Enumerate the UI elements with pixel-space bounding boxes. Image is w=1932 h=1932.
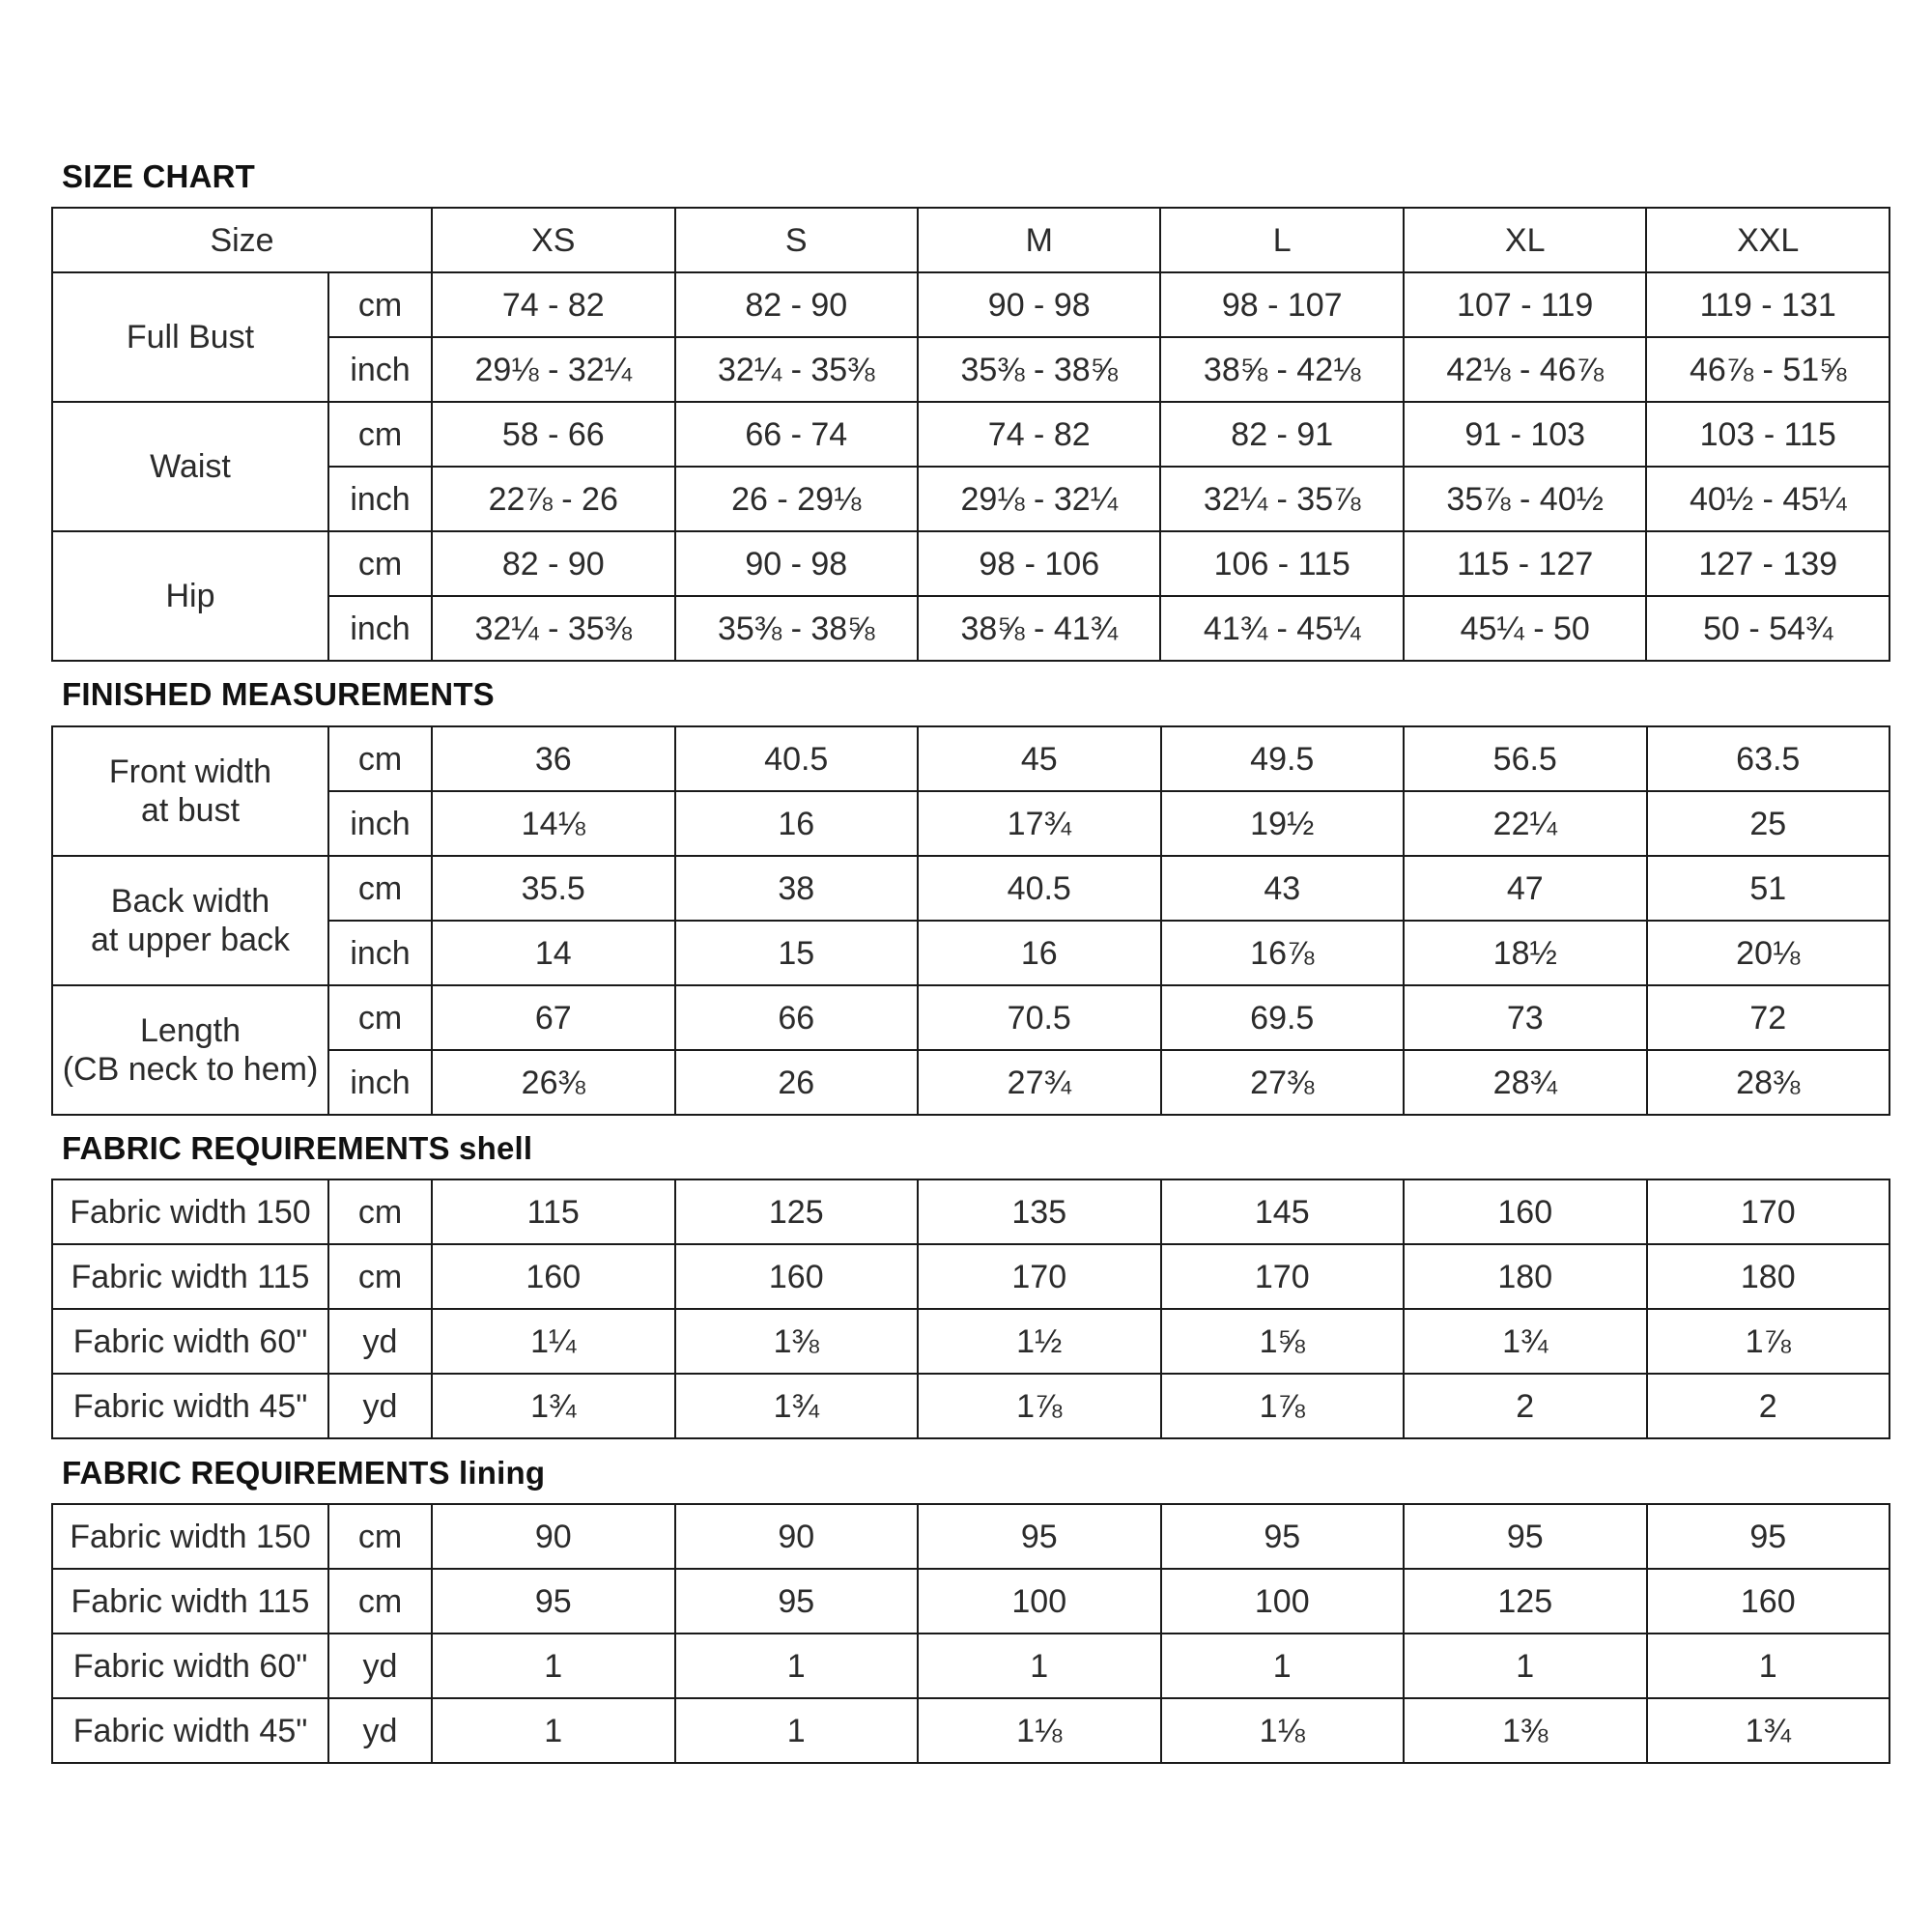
finished-measurements-title-text: FINISHED MEASUREMENTS — [62, 676, 495, 712]
value-cell: 98 - 106 — [918, 531, 1160, 596]
fabric-lining-table — [51, 1503, 1890, 1764]
value-cell: 14⅛ — [432, 791, 675, 856]
value-cell: 27¾ — [918, 1050, 1161, 1115]
value-cell: 29⅛ - 32¼ — [432, 337, 674, 402]
value-cell: 1⅜ — [675, 1309, 919, 1374]
value-cell: 16⅞ — [1161, 921, 1405, 985]
value-cell: 66 - 74 — [675, 402, 918, 467]
value-cell: 17¾ — [918, 791, 1161, 856]
size-header-cell: M — [918, 208, 1160, 272]
fabric-width-label: Fabric width 150 — [52, 1504, 328, 1569]
size-header-cell: XXL — [1646, 208, 1889, 272]
value-cell: 125 — [675, 1179, 919, 1244]
value-cell: 95 — [918, 1504, 1161, 1569]
value-cell: 47 — [1404, 856, 1647, 921]
value-cell: 90 - 98 — [675, 531, 918, 596]
value-cell: 160 — [675, 1244, 919, 1309]
value-cell: 20⅛ — [1647, 921, 1890, 985]
unit-cell: inch — [328, 337, 432, 402]
value-cell: 95 — [432, 1569, 675, 1634]
value-cell: 29⅛ - 32¼ — [918, 467, 1160, 531]
measurement-label-line: (CB neck to hem) — [62, 1051, 319, 1088]
unit-cell: cm — [328, 1569, 432, 1634]
unit-cell: cm — [328, 1244, 432, 1309]
table-row — [52, 856, 1889, 921]
value-cell: 74 - 82 — [918, 402, 1160, 467]
measurement-label: Full Bust — [52, 272, 328, 402]
unit-cell: cm — [328, 1179, 432, 1244]
value-cell: 1¾ — [1647, 1698, 1890, 1763]
value-cell: 1⅛ — [1161, 1698, 1405, 1763]
fabric-shell-title-text: FABRIC REQUIREMENTS — [62, 1130, 450, 1166]
value-cell: 2 — [1647, 1374, 1890, 1438]
value-cell: 127 - 139 — [1646, 531, 1889, 596]
value-cell: 43 — [1161, 856, 1405, 921]
value-cell: 1 — [918, 1634, 1161, 1698]
value-cell: 51 — [1647, 856, 1890, 921]
value-cell: 103 - 115 — [1646, 402, 1889, 467]
table-row — [52, 921, 1889, 985]
value-cell: 1¾ — [432, 1374, 675, 1438]
value-cell: 90 — [432, 1504, 675, 1569]
table-row — [52, 1244, 1889, 1309]
unit-cell: inch — [328, 467, 432, 531]
value-cell: 38⅝ - 42⅛ — [1160, 337, 1403, 402]
value-cell: 98 - 107 — [1160, 272, 1403, 337]
fabric-shell-title-suffix: shell — [459, 1130, 533, 1166]
value-cell: 1¾ — [675, 1374, 919, 1438]
value-cell: 106 - 115 — [1160, 531, 1403, 596]
value-cell: 56.5 — [1404, 726, 1647, 791]
value-cell: 26 — [675, 1050, 919, 1115]
table-row — [52, 726, 1889, 791]
fabric-width-label: Fabric width 45" — [52, 1374, 328, 1438]
value-cell: 38⅝ - 41¾ — [918, 596, 1160, 661]
value-cell: 1⅞ — [1161, 1374, 1405, 1438]
unit-cell: yd — [328, 1309, 432, 1374]
unit-cell: cm — [328, 1504, 432, 1569]
value-cell: 82 - 90 — [675, 272, 918, 337]
size-chart-table — [51, 207, 1890, 662]
table-row — [52, 402, 1889, 467]
value-cell: 135 — [918, 1179, 1161, 1244]
value-cell: 40.5 — [918, 856, 1161, 921]
value-cell: 16 — [675, 791, 919, 856]
value-cell: 170 — [1647, 1179, 1890, 1244]
value-cell: 82 - 91 — [1160, 402, 1403, 467]
value-cell: 45 — [918, 726, 1161, 791]
value-cell: 32¼ - 35⅜ — [675, 337, 918, 402]
size-header-label: Size — [52, 208, 432, 272]
table-row — [52, 1309, 1889, 1374]
value-cell: 125 — [1404, 1569, 1647, 1634]
unit-cell: cm — [328, 531, 432, 596]
value-cell: 1 — [432, 1698, 675, 1763]
value-cell: 1 — [675, 1698, 919, 1763]
fabric-lining-title-suffix: lining — [459, 1455, 546, 1491]
table-row — [52, 1569, 1889, 1634]
value-cell: 32¼ - 35⅞ — [1160, 467, 1403, 531]
unit-cell: yd — [328, 1374, 432, 1438]
unit-cell: inch — [328, 596, 432, 661]
value-cell: 1⅞ — [1647, 1309, 1890, 1374]
value-cell: 1 — [675, 1634, 919, 1698]
value-cell: 28⅜ — [1647, 1050, 1890, 1115]
measurement-label — [52, 726, 328, 856]
value-cell: 74 - 82 — [432, 272, 674, 337]
fabric-width-label: Fabric width 60" — [52, 1309, 328, 1374]
table-row — [52, 1050, 1889, 1115]
table-row — [52, 337, 1889, 402]
fabric-width-label: Fabric width 60" — [52, 1634, 328, 1698]
value-cell: 26⅜ — [432, 1050, 675, 1115]
fabric-width-label: Fabric width 45" — [52, 1698, 328, 1763]
table-row — [52, 1698, 1889, 1763]
value-cell: 180 — [1647, 1244, 1890, 1309]
unit-cell: cm — [328, 272, 432, 337]
value-cell: 1¾ — [1404, 1309, 1647, 1374]
value-cell: 1⅜ — [1404, 1698, 1647, 1763]
value-cell: 1¼ — [432, 1309, 675, 1374]
value-cell: 45¼ - 50 — [1404, 596, 1646, 661]
unit-cell: cm — [328, 856, 432, 921]
measurement-label: Waist — [52, 402, 328, 531]
table-row — [52, 467, 1889, 531]
value-cell: 18½ — [1404, 921, 1647, 985]
unit-cell: cm — [328, 402, 432, 467]
table-row — [52, 1374, 1889, 1438]
value-cell: 25 — [1647, 791, 1890, 856]
value-cell: 15 — [675, 921, 919, 985]
value-cell: 40.5 — [675, 726, 919, 791]
value-cell: 1⅛ — [918, 1698, 1161, 1763]
value-cell: 1 — [1647, 1634, 1890, 1698]
value-cell: 180 — [1404, 1244, 1647, 1309]
value-cell: 36 — [432, 726, 675, 791]
value-cell: 16 — [918, 921, 1161, 985]
value-cell: 1 — [1404, 1634, 1647, 1698]
unit-cell: inch — [328, 921, 432, 985]
measurement-label — [52, 985, 328, 1115]
table-row — [52, 596, 1889, 661]
value-cell: 35⅜ - 38⅝ — [675, 596, 918, 661]
finished-measurements-title — [62, 678, 495, 710]
measurement-label-line: Front width — [108, 753, 272, 790]
value-cell: 95 — [1404, 1504, 1647, 1569]
table-row — [52, 531, 1889, 596]
value-cell: 46⅞ - 51⅝ — [1646, 337, 1889, 402]
value-cell: 1 — [1161, 1634, 1405, 1698]
value-cell: 41¾ - 45¼ — [1160, 596, 1403, 661]
value-cell: 95 — [675, 1569, 919, 1634]
value-cell: 70.5 — [918, 985, 1161, 1050]
measurement-label-line: Length — [140, 1012, 241, 1049]
value-cell: 91 - 103 — [1404, 402, 1646, 467]
value-cell: 14 — [432, 921, 675, 985]
measurement-label-line: at upper back — [90, 922, 291, 958]
value-cell: 27⅜ — [1161, 1050, 1405, 1115]
size-header-row — [52, 208, 1889, 272]
size-header-cell: L — [1160, 208, 1403, 272]
value-cell: 115 — [432, 1179, 675, 1244]
value-cell: 40½ - 45¼ — [1646, 467, 1889, 531]
finished-measurements-table — [51, 725, 1890, 1116]
table-row — [52, 1504, 1889, 1569]
value-cell: 1⅞ — [918, 1374, 1161, 1438]
value-cell: 26 - 29⅛ — [675, 467, 918, 531]
value-cell: 119 - 131 — [1646, 272, 1889, 337]
measurement-label-line: Back width — [110, 883, 270, 920]
unit-cell: cm — [328, 985, 432, 1050]
value-cell: 160 — [432, 1244, 675, 1309]
value-cell: 35⅜ - 38⅝ — [918, 337, 1160, 402]
value-cell: 42⅛ - 46⅞ — [1404, 337, 1646, 402]
value-cell: 170 — [1161, 1244, 1405, 1309]
unit-cell: yd — [328, 1698, 432, 1763]
measurement-label — [52, 856, 328, 985]
value-cell: 49.5 — [1161, 726, 1405, 791]
value-cell: 90 - 98 — [918, 272, 1160, 337]
value-cell: 32¼ - 35⅜ — [432, 596, 674, 661]
unit-cell: inch — [328, 791, 432, 856]
value-cell: 160 — [1404, 1179, 1647, 1244]
value-cell: 107 - 119 — [1404, 272, 1646, 337]
fabric-width-label: Fabric width 115 — [52, 1569, 328, 1634]
value-cell: 2 — [1404, 1374, 1647, 1438]
value-cell: 1½ — [918, 1309, 1161, 1374]
value-cell: 19½ — [1161, 791, 1405, 856]
fabric-shell-title — [62, 1132, 532, 1164]
value-cell: 145 — [1161, 1179, 1405, 1244]
value-cell: 50 - 54¾ — [1646, 596, 1889, 661]
value-cell: 58 - 66 — [432, 402, 674, 467]
size-header-cell: XS — [432, 208, 674, 272]
fabric-width-label: Fabric width 115 — [52, 1244, 328, 1309]
value-cell: 73 — [1404, 985, 1647, 1050]
table-row — [52, 1179, 1889, 1244]
value-cell: 90 — [675, 1504, 919, 1569]
fabric-shell-table — [51, 1179, 1890, 1439]
size-chart-title-text: SIZE CHART — [62, 158, 255, 194]
value-cell: 66 — [675, 985, 919, 1050]
value-cell: 170 — [918, 1244, 1161, 1309]
value-cell: 115 - 127 — [1404, 531, 1646, 596]
table-row — [52, 985, 1889, 1050]
size-chart-title — [62, 160, 255, 192]
value-cell: 82 - 90 — [432, 531, 674, 596]
value-cell: 1 — [432, 1634, 675, 1698]
table-row — [52, 791, 1889, 856]
unit-cell: inch — [328, 1050, 432, 1115]
value-cell: 69.5 — [1161, 985, 1405, 1050]
value-cell: 38 — [675, 856, 919, 921]
value-cell: 95 — [1161, 1504, 1405, 1569]
value-cell: 95 — [1647, 1504, 1890, 1569]
table-row — [52, 272, 1889, 337]
fabric-width-label: Fabric width 150 — [52, 1179, 328, 1244]
value-cell: 67 — [432, 985, 675, 1050]
size-header-cell: XL — [1404, 208, 1646, 272]
fabric-lining-title-text: FABRIC REQUIREMENTS — [62, 1455, 450, 1491]
value-cell: 160 — [1647, 1569, 1890, 1634]
size-header-cell: S — [675, 208, 918, 272]
value-cell: 35⅞ - 40½ — [1404, 467, 1646, 531]
value-cell: 35.5 — [432, 856, 675, 921]
fabric-lining-title — [62, 1457, 545, 1489]
unit-cell: cm — [328, 726, 432, 791]
value-cell: 22⅞ - 26 — [432, 467, 674, 531]
value-cell: 22¼ — [1404, 791, 1647, 856]
value-cell: 72 — [1647, 985, 1890, 1050]
value-cell: 100 — [918, 1569, 1161, 1634]
value-cell: 63.5 — [1647, 726, 1890, 791]
value-cell: 100 — [1161, 1569, 1405, 1634]
measurement-label-line: at bust — [140, 792, 241, 829]
unit-cell: yd — [328, 1634, 432, 1698]
value-cell: 1⅝ — [1161, 1309, 1405, 1374]
value-cell: 28¾ — [1404, 1050, 1647, 1115]
table-row — [52, 1634, 1889, 1698]
measurement-label: Hip — [52, 531, 328, 661]
